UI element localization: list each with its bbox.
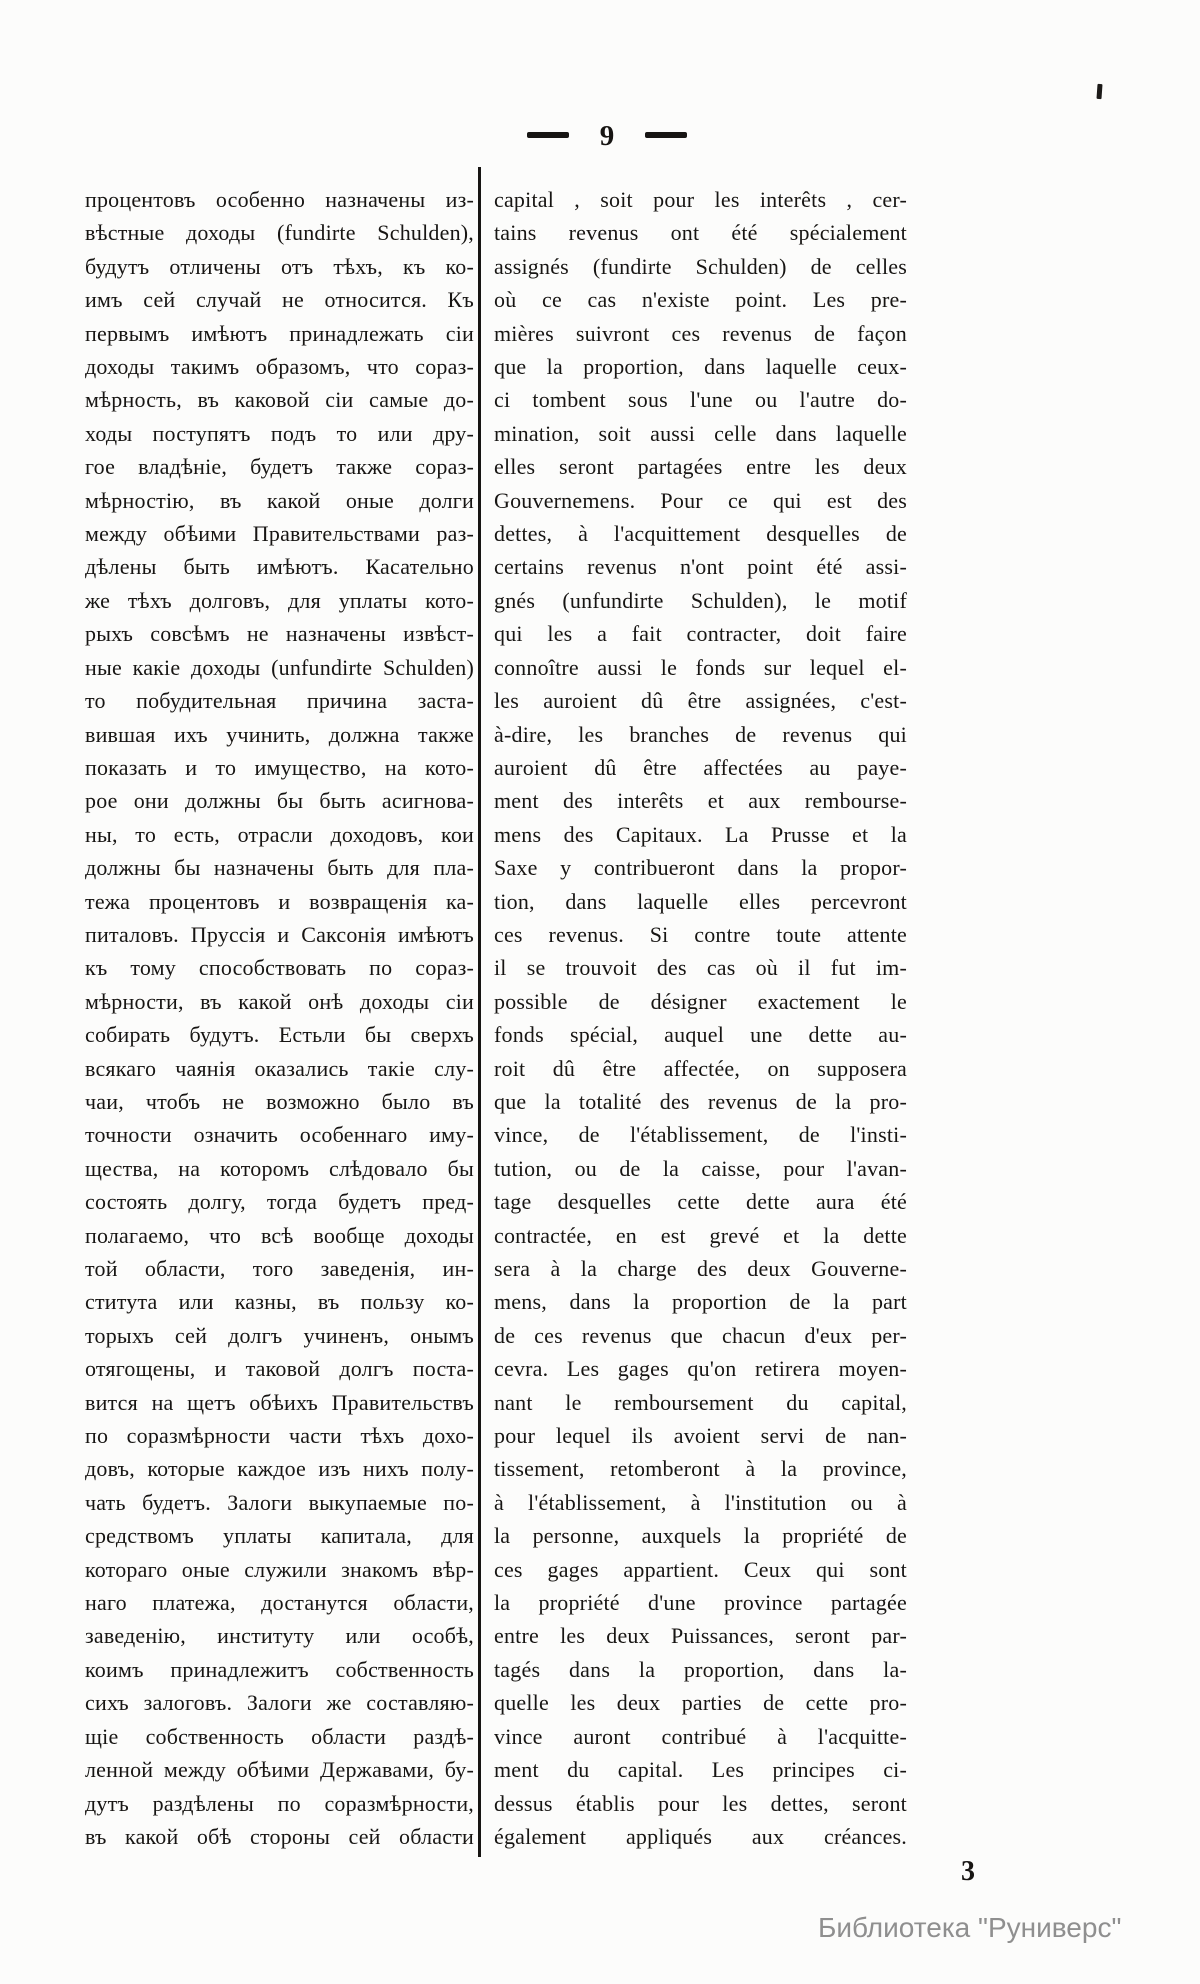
ink-speck: [1096, 84, 1102, 99]
text-line: ленной между обѣими Державами, бу-: [85, 1757, 474, 1783]
signature-mark: 3: [961, 1856, 975, 1887]
text-line: отягощены, и таковой долгъ поста-: [85, 1356, 474, 1382]
text-line: будутъ отличены отъ тѣхъ, къ ко-: [85, 253, 474, 279]
text-line: довъ, которые каждое изъ нихъ полу-: [85, 1456, 474, 1482]
text-line: показать и то имущество, на кото-: [85, 754, 474, 780]
page-number: 9: [599, 119, 615, 152]
text-line: à l'établissement, à l'institution ou à: [494, 1489, 907, 1515]
text-line: дѣлены быть имѣютъ. Касательно: [85, 554, 474, 580]
text-line: que la totalité des revenus de la pro-: [494, 1088, 907, 1114]
text-line: tion, dans laquelle elles percevront: [494, 888, 907, 914]
text-line: contractée, en est grevé et la dette: [494, 1222, 907, 1248]
text-line: чаи, чтобъ не возможно было въ: [85, 1088, 474, 1114]
text-line: quelle les deux parties de cette pro-: [494, 1690, 907, 1716]
text-line: должны бы назначены быть для пла-: [85, 855, 474, 881]
text-line: между обѣими Правительствами раз-: [85, 521, 474, 547]
text-line: elles seront partagées entre les deux: [494, 454, 907, 480]
text-line: tains revenus ont été spécialement: [494, 220, 907, 246]
text-line: assignés (fundirte Schulden) de celles: [494, 253, 907, 279]
russian-text-column: [85, 183, 474, 1853]
text-line: заведенію, институту или особѣ,: [85, 1623, 474, 1649]
text-line: средствомъ уплаты капитала, для: [85, 1523, 474, 1549]
column-divider-rule: [478, 167, 481, 1857]
text-line: il se trouvoit des cas où il fut im-: [494, 955, 907, 981]
text-line: également appliqués aux créances.: [494, 1823, 907, 1849]
text-line: питаловъ. Пруссія и Саксонія имѣютъ: [85, 921, 474, 947]
text-line: entre les deux Puissances, seront par-: [494, 1623, 907, 1649]
text-line: вившая ихъ учинить, должна также: [85, 721, 474, 747]
text-line: Gouvernemens. Pour ce qui est des: [494, 487, 907, 513]
text-line: dessus établis pour les dettes, seront: [494, 1790, 907, 1816]
text-line: рое они должны бы быть асигнова-: [85, 788, 474, 814]
text-line: сихъ залоговъ. Залоги же составляю-: [85, 1690, 474, 1716]
text-line: тежа процентовъ и возвращенія ка-: [85, 888, 474, 914]
text-line: tage desquelles cette dette aura été: [494, 1189, 907, 1215]
text-line: où ce cas n'existe point. Les pre-: [494, 287, 907, 313]
text-line: имъ сей случай не относится. Къ: [85, 287, 474, 313]
text-line: вѣстные доходы (fundirte Schulden),: [85, 220, 474, 246]
text-line: полагаемо, что всѣ вообще доходы: [85, 1222, 474, 1248]
text-line: гое владѣніе, будетъ также сораз-: [85, 454, 474, 480]
text-line: nant le remboursement du capital,: [494, 1389, 907, 1415]
text-line: вится на щетъ обѣихъ Правительствъ: [85, 1389, 474, 1415]
text-line: qui les a fait contracter, doit faire: [494, 621, 907, 647]
text-line: certains revenus n'ont point été assi-: [494, 554, 907, 580]
text-line: ment des interêts et aux rembourse-: [494, 788, 907, 814]
text-line: possible de désigner exactement le: [494, 988, 907, 1014]
header-rule-left: [527, 132, 569, 138]
text-line: mières suivront ces revenus de façon: [494, 320, 907, 346]
text-line: ны, то есть, отрасли доходовъ, кои: [85, 821, 474, 847]
text-line: наго платежа, достанутся области,: [85, 1590, 474, 1616]
text-line: dettes, à l'acquittement desquelles de: [494, 521, 907, 547]
text-line: vince, de l'établissement, de l'insti-: [494, 1122, 907, 1148]
text-line: tagés dans la proportion, dans la-: [494, 1656, 907, 1682]
text-line: то побудительная причина заста-: [85, 688, 474, 714]
text-line: точности означить особеннаго иму-: [85, 1122, 474, 1148]
text-line: capital , soit pour les interêts , cer-: [494, 187, 907, 212]
text-line: по соразмѣрности части тѣхъ дохо-: [85, 1423, 474, 1449]
text-line: мѣрностію, въ какой оные долги: [85, 487, 474, 513]
header-rule-right: [645, 132, 687, 138]
page-header: [527, 118, 687, 152]
text-line: ces gages appartient. Ceux qui sont: [494, 1556, 907, 1582]
text-line: торыхъ сей долгъ учиненъ, онымъ: [85, 1322, 474, 1348]
text-line: tissement, retomberont à la province,: [494, 1456, 907, 1482]
text-line: mens, dans la proportion de la part: [494, 1289, 907, 1315]
text-line: mens des Capitaux. La Prusse et la: [494, 821, 907, 847]
text-line: рыхъ совсѣмъ не назначены извѣст-: [85, 621, 474, 647]
text-line: ные какіе доходы (unfundirte Schulden): [85, 654, 474, 680]
text-line: tution, ou de la caisse, pour l'avan-: [494, 1155, 907, 1181]
text-line: ходы поступятъ подъ то или дру-: [85, 420, 474, 446]
text-line: les auroient dû être assignées, c'est-: [494, 688, 907, 714]
text-line: vince auront contribué à l'acquitte-: [494, 1723, 907, 1749]
text-line: ститута или казны, въ пользу ко-: [85, 1289, 474, 1315]
text-line: въ какой обѣ стороны сей области: [85, 1823, 474, 1849]
text-line: коимъ принадлежитъ собственность: [85, 1656, 474, 1682]
text-line: процентовъ особенно назначены из-: [85, 187, 474, 212]
text-line: gnés (unfundirte Schulden), le motif: [494, 587, 907, 613]
text-line: всякаго чаянія оказались такіе слу-: [85, 1055, 474, 1081]
text-line: первымъ имѣютъ принадлежать сіи: [85, 320, 474, 346]
text-line: мѣрности, въ какой онѣ доходы сіи: [85, 988, 474, 1014]
text-line: дутъ раздѣлены по соразмѣрности,: [85, 1790, 474, 1816]
text-line: котораго оные служили знакомъ вѣр-: [85, 1556, 474, 1582]
text-line: щіе собственность области раздѣ-: [85, 1723, 474, 1749]
french-text-column: [494, 183, 907, 1853]
text-line: состоять долгу, тогда будетъ пред-: [85, 1189, 474, 1215]
library-watermark: Библиотека "Руниверс": [818, 1912, 1122, 1943]
text-line: мѣрность, въ каковой сіи самые до-: [85, 387, 474, 413]
text-line: Saxe y contribueront dans la propor-: [494, 855, 907, 881]
text-line: къ тому способствовать по сораз-: [85, 955, 474, 981]
text-line: щества, на которомъ слѣдовало бы: [85, 1155, 474, 1181]
text-line: la personne, auxquels la propriété de: [494, 1523, 907, 1549]
text-line: connoître aussi le fonds sur lequel el-: [494, 654, 907, 680]
text-line: ci tombent sous l'une ou l'autre do-: [494, 387, 907, 413]
text-line: auroient dû être affectées au paye-: [494, 754, 907, 780]
text-line: mination, soit aussi celle dans laquelle: [494, 420, 907, 446]
text-line: roit dû être affectée, on supposera: [494, 1055, 907, 1081]
text-line: la propriété d'une province partagée: [494, 1590, 907, 1616]
text-line: pour lequel ils avoient servi de nan-: [494, 1423, 907, 1449]
text-line: sera à la charge des deux Gouverne-: [494, 1256, 907, 1281]
text-line: доходы такимъ образомъ, что сораз-: [85, 354, 474, 380]
text-line: же тѣхъ долговъ, для уплаты кото-: [85, 587, 474, 613]
text-line: de ces revenus que chacun d'eux per-: [494, 1322, 907, 1348]
text-line: à-dire, les branches de revenus qui: [494, 721, 907, 747]
text-line: que la proportion, dans laquelle ceux-: [494, 354, 907, 380]
text-line: той области, того заведенія, ин-: [85, 1256, 474, 1281]
text-line: собирать будутъ. Естьли бы сверхъ: [85, 1022, 474, 1048]
text-line: ment du capital. Les principes ci-: [494, 1757, 907, 1783]
text-line: ces revenus. Si contre toute attente: [494, 921, 907, 947]
text-line: fonds spécial, auquel une dette au-: [494, 1022, 907, 1048]
text-line: cevra. Les gages qu'on retirera moyen-: [494, 1356, 907, 1382]
text-line: чать будетъ. Залоги выкупаемые по-: [85, 1489, 474, 1515]
